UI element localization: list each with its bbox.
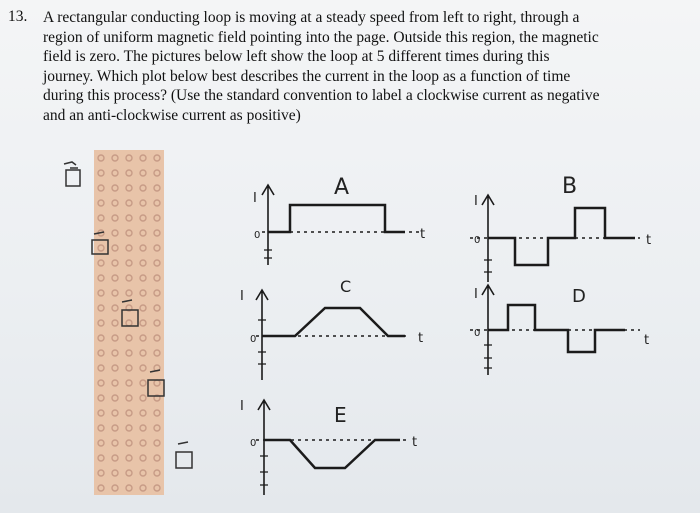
question-line: region of uniform magnetic field pointing into the page. Outside this region, the magnetic xyxy=(43,28,599,46)
plot-e-x-label: t xyxy=(412,435,418,450)
loop-position-5 xyxy=(176,442,192,468)
plot-b xyxy=(470,195,640,282)
plot-a-y-axis xyxy=(262,185,274,265)
plot-e-curve xyxy=(264,440,400,468)
plot-b-origin: 0 xyxy=(474,235,481,246)
plot-e xyxy=(256,400,410,495)
question-line: during this process? (Use the standard convention to label a clockwise current as negative xyxy=(43,87,600,104)
plot-b-label: B xyxy=(562,174,578,199)
plot-e-origin: 0 xyxy=(250,438,257,449)
plot-c-x-label: t xyxy=(418,331,424,346)
axis-ticks xyxy=(258,250,492,485)
question-number: 13. xyxy=(8,8,28,25)
question-line: field is zero. The pictures below left show the loop at 5 different times during this xyxy=(43,48,550,65)
plot-d-curve xyxy=(488,305,625,352)
plot-d-origin: 0 xyxy=(474,328,481,339)
plot-a-origin: 0 xyxy=(254,230,261,241)
plot-d xyxy=(470,285,640,375)
plot-labels xyxy=(240,174,651,450)
plot-b-x-label: t xyxy=(646,233,652,248)
plot-c xyxy=(256,290,410,380)
plot-e-label: E xyxy=(334,403,347,427)
plot-a-label: A xyxy=(334,175,350,200)
question-line: A rectangular conducting loop is moving at a steady speed from left to right, through a xyxy=(43,9,580,26)
plot-e-y-label: I xyxy=(240,399,244,414)
plot-c-curve xyxy=(262,308,405,336)
plot-e-y-axis xyxy=(258,400,270,495)
magnetic-field-region xyxy=(94,150,164,495)
loop-position-1 xyxy=(64,162,80,186)
plot-d-label: D xyxy=(572,286,586,307)
plot-c-label: C xyxy=(340,277,352,296)
question-line: and an anti-clockwise current as positive) xyxy=(43,106,301,124)
current-plots xyxy=(256,185,640,495)
plot-c-y-label: I xyxy=(240,289,244,304)
plot-a-x-label: t xyxy=(420,227,426,242)
plot-d-x-label: t xyxy=(644,333,650,348)
plot-b-curve xyxy=(488,208,635,265)
plot-a-y-label: I xyxy=(253,191,257,206)
plot-d-y-label: I xyxy=(474,287,478,302)
question-line: journey. Which plot below best describes the current in the loop as a function of time xyxy=(43,67,571,85)
plot-a-curve xyxy=(268,205,405,232)
plot-c-origin: 0 xyxy=(250,334,257,345)
plot-b-y-label: I xyxy=(474,194,478,209)
